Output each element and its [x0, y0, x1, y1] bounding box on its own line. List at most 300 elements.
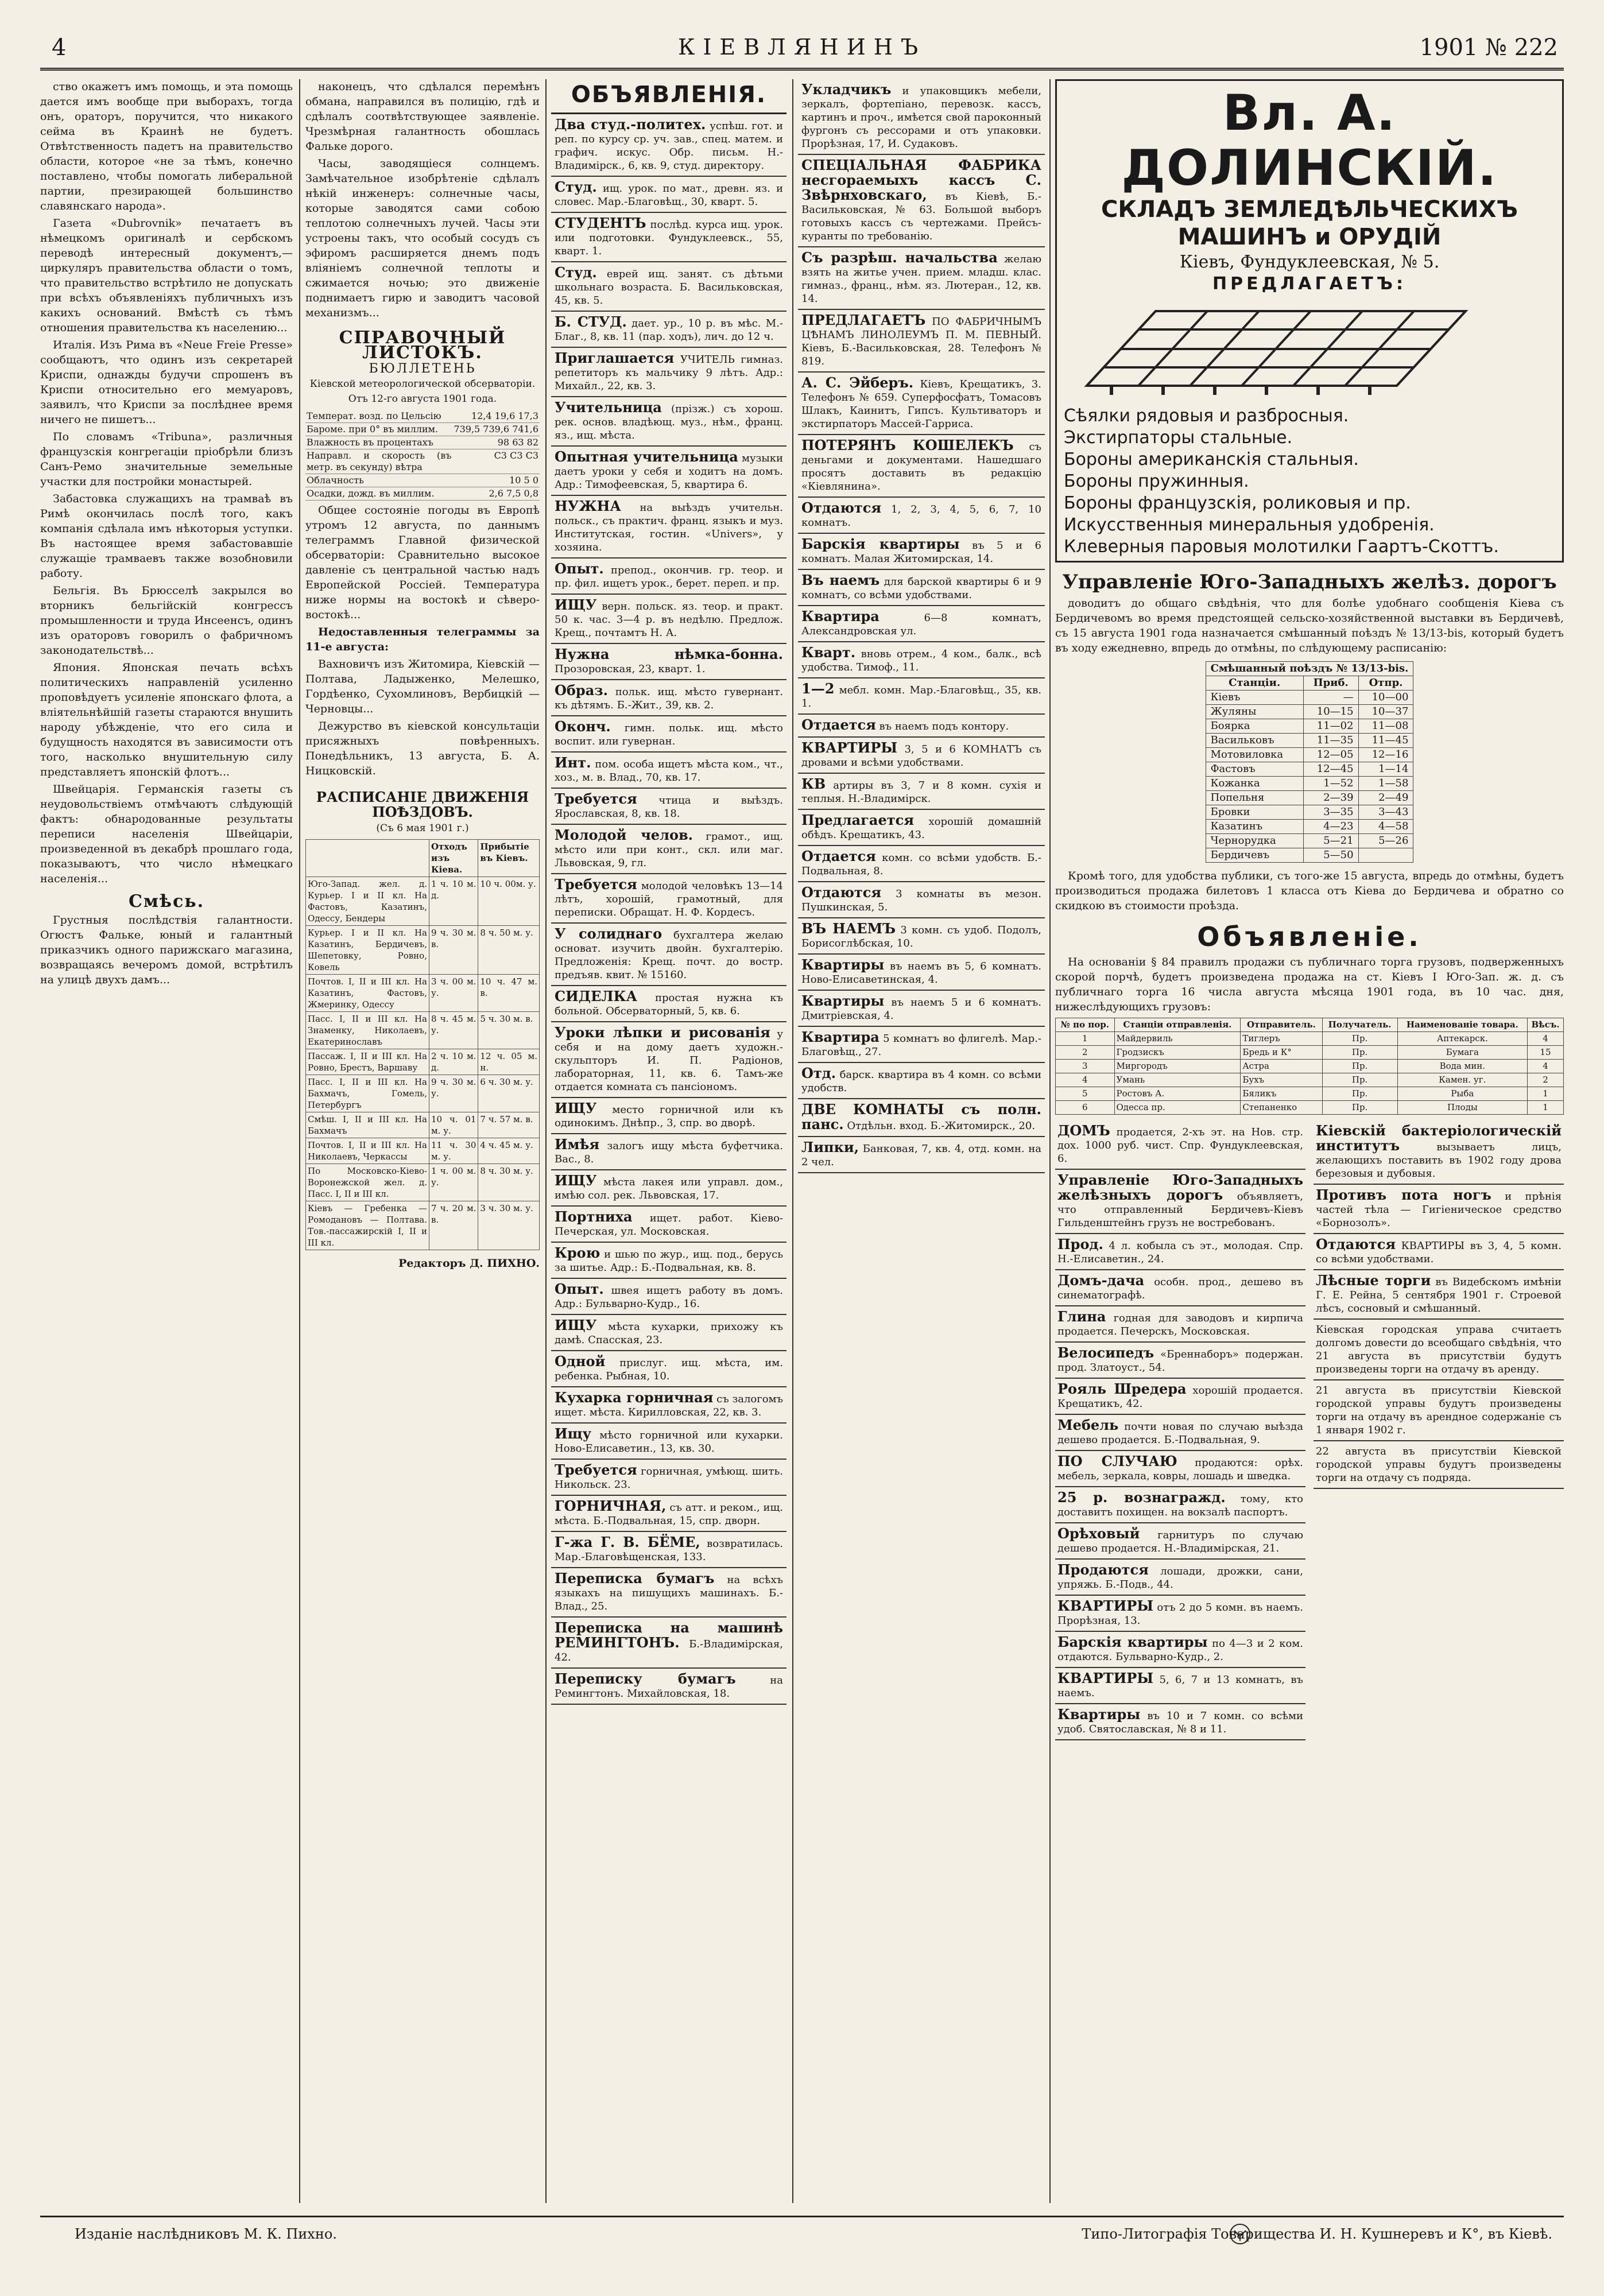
weather-values: 10 5 0	[452, 474, 540, 487]
right-ads-grid	[1055, 1120, 1564, 1740]
article-column-2	[305, 79, 540, 2203]
ad-text: продается, 2-хъ эт. на Нов. стр. дох. 1000 руб. чист. Спр. Фундуклеевская, 6.	[1057, 1126, 1303, 1165]
railway-notice-title: Управленіе Юго-Западныхъ желѣз. дорогъ	[1062, 571, 1557, 594]
ad-lead: Отдаются	[1316, 1236, 1396, 1252]
ad-lead: Студ.	[555, 264, 597, 281]
dolinsky-name: Вл. А. ДОЛИНСКІЙ.	[1121, 84, 1498, 197]
schedule-arrival: —	[1303, 691, 1358, 705]
ad-text: верн. польск. яз. теор. и практ. 50 к. час. 3—4 р. въ недѣлю. Предлож. Крещ., почтамтъ Н. А.	[555, 600, 783, 639]
dolinsky-offer: ПРЕДЛАГАЕТЪ:	[1212, 274, 1407, 294]
schedule-station: Бердичевъ	[1206, 848, 1303, 863]
ad-lead: Липки,	[801, 1139, 859, 1155]
ad-text: прислуг. ищ. мѣста, им. ребенка. Рыбная, 10.	[555, 1357, 783, 1382]
ad-lead: КВАРТИРЫ	[1057, 1670, 1154, 1686]
weather-row	[305, 487, 540, 501]
ad-lead: У солиднаго	[555, 925, 662, 942]
schedule-row	[1206, 805, 1413, 820]
ad-text: вновь отрем., 4 ком., балк., всѣ удобства. Тимоф., 11.	[801, 648, 1041, 673]
ad-lead: ИЩУ	[555, 1100, 597, 1116]
weather-values: С3 С3 С3	[452, 449, 540, 474]
advertisement	[798, 79, 1045, 155]
advertisement	[1314, 1320, 1564, 1380]
column-divider	[792, 79, 793, 2203]
schedule-row	[1206, 820, 1413, 834]
ad-lead: ДОМЪ	[1057, 1122, 1110, 1139]
ad-text: у себя и на дому даетъ художн.-скульпторъ И. П. Радіонов, лабораторная, 11, кв. 6. Тамъ-же отдается комната съ пансіономъ.	[555, 1028, 783, 1093]
ad-text: 22 августа въ присутствіи Кіевской городской управы будутъ произведены торги на отдачу съ подряда.	[1316, 1445, 1562, 1484]
schedule-arrival: 12—05	[1303, 748, 1358, 762]
schedule-station: Кожанка	[1206, 777, 1303, 791]
weather-row	[305, 423, 540, 436]
ad-text: Кіевъ, Крещатикъ, 3. Телефонъ № 659. Суперфосфатъ, Томасовъ Шлакъ, Каинитъ, Гипсъ. Культиваторъ и экстирпаторъ Массей-Гарриса.	[801, 378, 1041, 430]
cargo-row	[1056, 1032, 1564, 1046]
ad-lead: Требуется	[555, 876, 637, 893]
cargo-cell: 15	[1528, 1046, 1564, 1060]
ad-text: артиры въ 3, 7 и 8 комн. сухія и теплыя. Н.-Владимірск.	[801, 779, 1041, 805]
train-departure: 3 ч. 00 м. у.	[429, 975, 478, 1012]
advertisement	[551, 825, 786, 874]
train-arrival: 6 ч. 30 м. у.	[478, 1075, 540, 1112]
ad-text: ПО ФАБРИЧНЫМЪ ЦѢНАМЪ ЛИНОЛЕУМЪ П. М. ПЕВНЫЙ. Кіевъ, Б.-Васильковская, 28. Телефонъ № 819.	[801, 316, 1041, 367]
ad-lead: Опыт.	[555, 1281, 604, 1297]
ad-lead: Нужна нѣмка-бонна.	[555, 646, 783, 662]
ad-text: и упаковщикъ мебели, зеркалъ, фортепіано, перевозк. кассъ, картинъ и проч., имѣется свой пароконный фургонъ съ рессорами и отъ упаковки. Прорѣзная, 17, И. Судаковъ.	[801, 85, 1041, 150]
advertisement	[798, 810, 1045, 846]
ad-lead: Мебель	[1057, 1417, 1119, 1433]
ad-lead: Предлагается	[801, 812, 914, 828]
ads-section-title: ОБЪЯВЛЕНІЯ.	[551, 79, 786, 114]
train-departure: 11 ч. 30 м. у.	[429, 1138, 478, 1164]
ad-text: почти новая по случаю выѣзда дешево продается. Б.-Подвальная, 9.	[1057, 1421, 1303, 1446]
dolinsky-item-list	[1064, 405, 1555, 558]
advertisement	[1055, 1704, 1305, 1740]
advertisement	[798, 1137, 1045, 1173]
ad-text: препод., окончив. гр. теор. и пр. фил. ищетъ урок., берет. переп. и пр.	[555, 564, 783, 589]
ad-text: ищ. урок. по мат., древн. яз. и словес. Мар.-Благовѣщ., 30, кварт. 5.	[555, 183, 783, 208]
schedule-arrival: 2—39	[1303, 791, 1358, 805]
train-departure: 9 ч. 30 м. в.	[429, 926, 478, 975]
dolinsky-address: Кіевъ, Фундуклеевская, № 5.	[1179, 252, 1440, 272]
harrow-illustration	[1064, 300, 1477, 397]
train-route: Почтов. I, II и III кл. На Николаевъ, Черкассы	[306, 1138, 429, 1164]
weather-label: Направл. и скорость (въ метр. въ секунду) вѣтра	[305, 449, 452, 474]
train-arrival: 10 ч. 00м. у.	[478, 877, 540, 926]
cargo-header: Наименованіе товара.	[1397, 1018, 1527, 1032]
ad-text: отъ 2 до 5 комн. въ наемъ. Прорѣзная, 13.	[1057, 1601, 1303, 1627]
weather-values: 12,4 19,6 17,3	[452, 410, 540, 423]
cargo-cell: Майдервиль	[1114, 1032, 1241, 1046]
advertisement	[551, 1098, 786, 1134]
ad-lead: Требуется	[555, 790, 637, 807]
ad-text: «Бреннаборъ» подержан. прод. Златоуст., 54.	[1057, 1348, 1303, 1374]
advertisement	[551, 1460, 786, 1496]
cargo-cell: Бумага	[1397, 1046, 1527, 1060]
train-departure: 1 ч. 00 м. у.	[429, 1164, 478, 1201]
cargo-cell: 1	[1528, 1087, 1564, 1101]
ad-lead: Образ.	[555, 682, 608, 699]
right-ads-left	[1055, 1120, 1305, 1740]
cargo-cell: Бредь и К°	[1241, 1046, 1322, 1060]
cargo-cell: Аптекарск.	[1397, 1032, 1527, 1046]
cargo-row	[1056, 1087, 1564, 1101]
ad-text: молодой человѣкъ 13—14 лѣтъ, хорошій, грамотный, для переписки. Обращат. Н. Ф. Кордесъ.	[555, 880, 783, 918]
page-number: 4	[52, 34, 67, 61]
cargo-cell: Тиглеръ	[1241, 1032, 1322, 1046]
advertisement	[551, 874, 786, 924]
ad-lead: Одной	[555, 1353, 606, 1370]
advertisement	[551, 680, 786, 716]
advertisement	[551, 559, 786, 595]
advertisement	[551, 1618, 786, 1669]
article-paragraph: Швейцарія. Германскія газеты съ неудовольствіемъ отмѣчаютъ слѣдующій фактъ: обнародованные результаты переписи населенія Швейцаріи, произведенной въ декабрѣ прошлаго года, показываютъ, что число нѣмецкаго населенія...	[40, 783, 293, 885]
schedule-departure: 11—08	[1358, 719, 1413, 734]
ad-text: чтица и выѣздъ. Ярославская, 8, кв. 18.	[555, 794, 783, 820]
section-title-smes: Смѣсь.	[128, 891, 205, 912]
ad-lead: Опыт.	[555, 560, 604, 577]
cargo-row	[1056, 1060, 1564, 1073]
advertisement	[551, 496, 786, 559]
ad-lead: СТУДЕНТЪ	[555, 215, 646, 231]
cargo-cell: Миргородъ	[1114, 1060, 1241, 1073]
schedule-arrival: 4—23	[1303, 820, 1358, 834]
cargo-cell: Пр.	[1322, 1087, 1397, 1101]
article-paragraph: Бельгія. Въ Брюсселѣ закрылся во вторникъ бельгійскій конгрессъ промышленности и труда Инсеенсъ, одинъ изъ ораторовъ говорилъ о фабричномъ законодательствѣ...	[40, 584, 293, 657]
advertisement	[551, 312, 786, 348]
train-route: Кіевъ — Гребенка — Ромодановъ — Полтава. Тов.-пассажирскій I, II и III кл.	[306, 1201, 429, 1250]
ad-lead: ПОТЕРЯНЪ КОШЕЛЕКЪ	[801, 437, 1014, 453]
train-header	[306, 840, 429, 877]
schedule-arrival: 1—52	[1303, 777, 1358, 791]
dolinsky-subtitle: СКЛАДЪ ЗЕМЛЕДѢЛЬЧЕСКИХЪ МАШИНЪ и ОРУДІЙ	[1101, 196, 1518, 250]
cargo-cell: Пр.	[1322, 1032, 1397, 1046]
ad-text: мѣсто горничной или кухарки. Ново-Елисаветин., 13, кв. 30.	[555, 1429, 783, 1455]
ad-lead: Рояль Шредера	[1057, 1380, 1187, 1397]
article-paragraph: Грустныя послѣдствія галантности. Огюстъ Фальке, юный и галантный приказчикъ одного парижскаго магазина, возвращаясь вечеромъ домой, встрѣтилъ на улицѣ двухъ дамъ...	[40, 914, 293, 986]
ad-text: въ наемъ въ 5, 6 комнатъ. Ново-Елисаветинская, 4.	[801, 960, 1041, 986]
ad-text: грамот., ищ. мѣсто или при конт., скл. или маг. Львовская, 9, гл.	[555, 831, 783, 869]
advertisement	[1055, 1306, 1305, 1343]
ad-text: мѣста лакея или управл. дом., имѣю сол. рек. Львовская, 17.	[555, 1176, 783, 1201]
advertisement	[551, 1351, 786, 1387]
ad-text: въ 5 и 6 комнатъ. Малая Житомирская, 14.	[801, 540, 1041, 565]
weather-row	[305, 474, 540, 487]
advertisement	[1314, 1234, 1564, 1270]
cargo-cell: Астра	[1241, 1060, 1322, 1073]
ad-text: въ 10 и 7 комн. со всѣми удоб. Святославская, № 8 и 11.	[1057, 1710, 1304, 1735]
ad-lead: ПРЕДЛАГАЕТЪ	[801, 312, 926, 328]
advertisement	[551, 1532, 786, 1568]
weather-label: Температ. возд. по Цельсію	[305, 410, 452, 423]
dolinsky-item: Экстирпаторы стальные.	[1064, 428, 1293, 448]
ad-text: послѣд. курса ищ. урок. или подготовки. Фундуклеевск., 55, кварт. 1.	[555, 219, 783, 257]
train-departure: 8 ч. 45 м. у.	[429, 1012, 478, 1049]
ad-text: на выѣздъ учительн. польск., съ практич. франц. языкъ и муз. Институтская, гостин. «Univers», у хозяина.	[555, 502, 783, 553]
ad-text: мебл. комн. Мар.-Благовѣщ., 35, кв. 1.	[801, 684, 1041, 709]
ad-lead: Отдаются	[801, 499, 882, 516]
schedule-departure	[1358, 848, 1413, 863]
advertisement	[798, 606, 1045, 642]
ad-text: и шью по жур., ищ. под., берусь за шитье. Адр.: Б.-Подвальная, кв. 8.	[555, 1248, 783, 1274]
ad-text: залогъ ищу мѣста буфетчика. Вас., 8.	[555, 1140, 783, 1165]
cargo-cell: 2	[1056, 1046, 1115, 1060]
ad-lead: Укладчикъ	[801, 81, 892, 98]
cargo-cell: Бухъ	[1241, 1073, 1322, 1087]
cargo-cell: Гродзискъ	[1114, 1046, 1241, 1060]
train-route: Почтов. I, II и III кл. На Казатинъ, Фастовъ, Жмеринку, Одессу	[306, 975, 429, 1012]
advertisement	[798, 247, 1045, 310]
cargo-cell: 6	[1056, 1101, 1115, 1115]
dolinsky-item: Искусственныя минеральныя удобренія.	[1064, 515, 1435, 535]
ad-lead: КВАРТИРЫ	[801, 739, 898, 756]
train-route: Курьер. I и II кл. На Казатинъ, Бердичевъ, Шепетовку, Ровно, Ковель	[306, 926, 429, 975]
schedule-station: Васильковъ	[1206, 734, 1303, 748]
right-ads-right	[1314, 1120, 1564, 1740]
ad-lead: ИЩУ	[555, 1317, 597, 1333]
announcement-text: На основаніи § 84 правилъ продажи съ публичнаго торга грузовъ, подверженныхъ скорой порчѣ, будетъ произведена продажа на ст. Кіевъ I Юго-Зап. ж. д. съ публичнаго торга 16 числа августа мѣсяца 1901 года, въ 10 час. дня, нижеслѣдующихъ грузовъ:	[1055, 956, 1564, 1013]
advertisement	[551, 1170, 786, 1207]
dolinsky-item: Бороны пружинныя.	[1064, 471, 1249, 491]
train-header: Прибытіе въ Кіевъ.	[478, 840, 540, 877]
schedule-row	[1206, 691, 1413, 705]
ad-lead: Прод.	[1057, 1236, 1103, 1252]
newspaper-page	[40, 34, 1564, 2262]
advertisement	[798, 1063, 1045, 1099]
bulletin-note: Кіевской метеорологической обсерваторіи. Отъ 12-го августа 1901 года.	[309, 378, 536, 405]
schedule-row	[1206, 762, 1413, 777]
train-arrival: 10 ч. 47 м. в.	[478, 975, 540, 1012]
advertisement	[551, 114, 786, 177]
ad-text: дает. ур., 10 р. въ мѣс. М.-Благ., 8, кв. 11 (пар. ходъ), лич. до 12 ч.	[555, 317, 783, 343]
cargo-row	[1056, 1046, 1564, 1060]
ad-text: место горничной или къ одинокимъ. Днѣпр., 3, спр. во дворѣ.	[555, 1104, 783, 1129]
ad-lead: Домъ-дача	[1057, 1272, 1145, 1289]
announcement-title: Объявленіе.	[1197, 921, 1422, 952]
schedule-row	[1206, 834, 1413, 848]
cargo-cell: Пр.	[1322, 1073, 1397, 1087]
train-arrival: 5 ч. 30 м. в.	[478, 1012, 540, 1049]
advertisement	[1314, 1380, 1564, 1441]
advertisement	[1055, 1120, 1305, 1170]
ad-lead: Портниха	[555, 1208, 633, 1225]
ad-text: въ наемъ подъ контору.	[879, 720, 1009, 732]
ads-column-2	[798, 79, 1045, 2203]
train-departure: 9 ч. 30 м. у.	[429, 1075, 478, 1112]
advertisement	[798, 918, 1045, 955]
ad-lead: Въ наемъ	[801, 572, 880, 588]
schedule-station: Казатинъ	[1206, 820, 1303, 834]
ad-lead: Кухарка горничная	[555, 1389, 714, 1406]
advertisement	[1055, 1451, 1305, 1487]
cargo-cell: Пр.	[1322, 1060, 1397, 1073]
advertisement	[1314, 1270, 1564, 1320]
ad-lead: Ищу	[555, 1425, 592, 1442]
advertisement	[1314, 1441, 1564, 1489]
schedule-station: Бровки	[1206, 805, 1303, 820]
ad-text: тому, кто доставитъ похищен. на вокзалѣ паспортъ.	[1057, 1493, 1303, 1518]
schedule-row	[1206, 848, 1413, 863]
column-divider	[1049, 79, 1051, 2203]
cargo-cell: Бяликъ	[1241, 1087, 1322, 1101]
ad-lead: Съ разрѣш. начальства	[801, 249, 998, 266]
advertisement	[798, 678, 1045, 715]
advertisement	[551, 348, 786, 397]
dolinsky-item: Сѣялки рядовыя и разбросныя.	[1064, 406, 1349, 426]
ad-text: 3 комнаты въ мезон. Пушкинская, 5.	[801, 888, 1041, 913]
train-row	[306, 1049, 540, 1075]
schedule-station: Попельня	[1206, 791, 1303, 805]
schedule-arrival: 11—02	[1303, 719, 1358, 734]
advertisement	[1055, 1523, 1305, 1560]
schedule-row	[1206, 777, 1413, 791]
ad-text: 3 комн. съ удоб. Подолъ, Борисоглѣбская, 10.	[801, 924, 1041, 949]
advertisement	[551, 397, 786, 447]
telegram-title: Недоставленныя телеграммы за 11-е августа:	[305, 626, 540, 653]
ad-lead: 25 р. вознагражд.	[1057, 1489, 1226, 1506]
ad-text: еврей ищ. занят. съ дѣтьми школьнаго возраста. Б. Васильковская, 45, кв. 5.	[555, 268, 783, 307]
advertisement	[798, 498, 1045, 534]
ad-text: простая нужна къ больной. Обсерваторный, 5, кв. 6.	[555, 992, 783, 1017]
weather-row	[305, 410, 540, 423]
ad-lead: Глина	[1057, 1308, 1106, 1325]
ad-text: Прозоровская, 23, кварт. 1.	[555, 663, 706, 675]
ad-text: Отдѣльн. вход. Б.-Житомирск., 20.	[847, 1120, 1036, 1132]
ad-lead: Противъ пота ногъ	[1316, 1186, 1491, 1203]
advertisement	[551, 177, 786, 213]
ad-lead: Велосипедъ	[1057, 1344, 1154, 1361]
schedule-departure: 2—49	[1358, 791, 1413, 805]
ad-lead: Б. СТУД.	[555, 313, 627, 330]
schedule-departure: 4—58	[1358, 820, 1413, 834]
weather-row	[305, 436, 540, 449]
ad-text: продаются: орѣх. мебель, зеркала, ковры, лошадь и шведка.	[1057, 1457, 1304, 1482]
ad-text: 6—8 комнатъ, Александровская ул.	[801, 612, 1041, 637]
advertisement	[551, 262, 786, 312]
editor-line: Редакторъ Д. ПИХНО.	[398, 1257, 540, 1270]
railway-notice	[1055, 596, 1564, 656]
cargo-cell: 4	[1528, 1032, 1564, 1046]
train-arrival: 7 ч. 57 м. в.	[478, 1112, 540, 1138]
dolinsky-item: Бороны французскія, роликовыя и пр.	[1064, 493, 1411, 513]
advertisement	[798, 991, 1045, 1027]
ad-lead: Кіевскій бактеріологическій институтъ	[1316, 1122, 1562, 1154]
advertisement	[1055, 1487, 1305, 1523]
advertisement	[551, 213, 786, 262]
article-paragraph: наконецъ, что сдѣлался перемѣнъ обмана, направился въ полицію, гдѣ и сдѣлалъ соотвѣтствующее заявленіе. Чрезмѣрная галантность обошлась Фальке дорого.	[305, 80, 540, 153]
schedule-arrival: 11—35	[1303, 734, 1358, 748]
schedule-title: РАСПИСАНІЕ ДВИЖЕНІЯ ПОѢЗДОВЪ.	[316, 789, 529, 820]
ad-text: для барской квартиры 6 и 9 комнатъ, со всѣми удобствами.	[801, 576, 1041, 601]
train-arrival: 8 ч. 30 м. у.	[478, 1164, 540, 1201]
schedule-departure: 10—00	[1358, 691, 1413, 705]
advertisement	[798, 1099, 1045, 1137]
advertisement	[798, 715, 1045, 738]
page-header	[40, 34, 1564, 61]
train-row	[306, 1012, 540, 1049]
train-departure: 10 ч. 01 м. у.	[429, 1112, 478, 1138]
schedule-row	[1206, 791, 1413, 805]
train-row	[306, 975, 540, 1012]
train-row	[306, 1201, 540, 1250]
ad-lead: Инт.	[555, 754, 591, 771]
ad-text: ищет. работ. Кіево-Печерская, ул. Московская.	[555, 1212, 783, 1238]
ad-lead: Переписка на машинѣ РЕМИНГТОНЪ.	[555, 1619, 783, 1651]
ad-text: съ деньгами и документами. Нашедшаго просятъ доставить въ редакцію «Кіевлянина».	[801, 441, 1041, 492]
mixed-train-schedule	[1206, 661, 1414, 863]
weather-label: Бароме. при 0° въ миллим.	[305, 423, 452, 436]
advertisement	[551, 1315, 786, 1351]
train-row	[306, 926, 540, 975]
publisher-line: Изданіе наслѣдниковъ М. К. Пихно.	[75, 2226, 337, 2242]
schedule-departure: 5—26	[1358, 834, 1413, 848]
advertisement	[551, 1496, 786, 1532]
advertisement	[798, 846, 1045, 882]
schedule-departure: 10—37	[1358, 705, 1413, 719]
ad-text: Банковая, 7, кв. 4, отд. комн. на 2 чел.	[801, 1143, 1041, 1168]
ad-lead: Крою	[555, 1244, 600, 1261]
schedule-row	[1206, 705, 1413, 719]
article-paragraph: По словамъ «Tribuna», различныя французскія конгрегаціи пріобрѣли близъ Санъ-Ремо значительные земельные участки для постройки монастырей.	[40, 430, 293, 488]
ad-lead: А. С. Эйберъ.	[801, 374, 914, 391]
ad-text: польк. ищ. мѣсто гувернант. къ дѣтямъ. Б.-Жит., 39, кв. 2.	[555, 686, 783, 711]
ad-text: хорошій продается. Крещатикъ, 42.	[1057, 1384, 1303, 1410]
ad-text: и прѣнія частей тѣла — Гигіеническое средство «Борнозолъ».	[1316, 1190, 1562, 1229]
dolinsky-item: Клеверныя паровыя молотилки Гаартъ-Скоттъ.	[1064, 537, 1499, 557]
cargo-header: Вѣсъ.	[1528, 1018, 1564, 1032]
advertisement	[798, 570, 1045, 606]
ad-text: Б.-Владимірская, 42.	[555, 1638, 783, 1663]
schedule-departure: 12—16	[1358, 748, 1413, 762]
schedule-note: (Съ 6 мая 1901 г.)	[376, 823, 469, 834]
schedule-station: Жуляны	[1206, 705, 1303, 719]
schedule-row	[1206, 748, 1413, 762]
weather-label: Осадки, дожд. въ миллим.	[305, 487, 452, 501]
advertisement	[1055, 1596, 1305, 1632]
header-rule	[40, 68, 1564, 71]
cargo-cell: Камен. уг.	[1397, 1073, 1527, 1087]
advertisement	[551, 1387, 786, 1424]
train-route: Юго-Запад. жел. д. Курьер. I и II кл. На Фастовъ, Казатинъ, Одессу, Бендеры	[306, 877, 429, 926]
cargo-cell: Рыба	[1397, 1087, 1527, 1101]
ad-text: на всѣхъ языкахъ на пишущихъ машинахъ. Б.-Влад., 25.	[555, 1574, 784, 1612]
schedule-arrival: 10—15	[1303, 705, 1358, 719]
schedule-row	[1206, 734, 1413, 748]
advertisement	[798, 435, 1045, 498]
announcement	[1055, 955, 1564, 1014]
cargo-cell: 2	[1528, 1073, 1564, 1087]
ad-lead: Барскія квартиры	[801, 536, 960, 552]
ad-lead: Уроки лѣпки и рисованія	[555, 1024, 770, 1041]
ad-lead: КВАРТИРЫ	[1057, 1597, 1154, 1614]
train-row	[306, 1164, 540, 1201]
advertisement	[551, 1568, 786, 1618]
ad-text: съ залогомъ ищет. мѣста. Кирилловская, 22, кв. 3.	[555, 1393, 783, 1418]
ad-lead: Переписка бумагъ	[555, 1570, 715, 1587]
schedule-row	[1206, 719, 1413, 734]
schedule-arrival: 5—21	[1303, 834, 1358, 848]
ad-lead: НУЖНА	[555, 498, 621, 514]
ad-text: бухгалтера желаю основат. изучить двойн. бухгалтерію. Предложенія: Крещ. почт. до востр. предъяв. квит. № 15160.	[555, 929, 783, 981]
cargo-header: Отправитель.	[1241, 1018, 1322, 1032]
cargo-cell: Ростовъ А.	[1114, 1087, 1241, 1101]
train-departure: 2 ч. 10 м. д.	[429, 1049, 478, 1075]
weather-table	[305, 410, 540, 501]
schedule-departure: 1—14	[1358, 762, 1413, 777]
advertisement	[551, 1243, 786, 1279]
advertisement	[1055, 1343, 1305, 1379]
weather-label: Влажность въ процентахъ	[305, 436, 452, 449]
ad-lead: Отдается	[801, 716, 876, 733]
ad-lead: ПО СЛУЧАЮ	[1057, 1453, 1177, 1469]
